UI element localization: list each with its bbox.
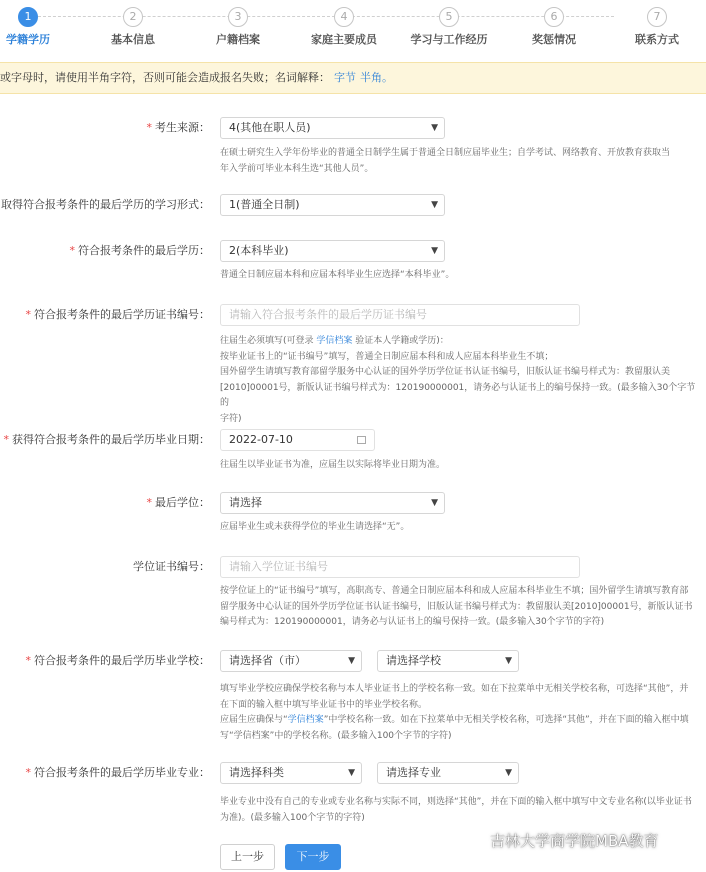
chevron-down-icon: ▼ [348,768,355,778]
field-hint [220,584,700,631]
field-label-text: 最后学位： [155,496,210,509]
step-2[interactable] [83,5,183,47]
xuexin-link[interactable]: 学信档案 [316,336,353,346]
field-label [4,429,211,451]
select-value: 4(其他在职人员) [229,121,311,134]
step-number: 2 [123,7,143,27]
step-label: 基本信息 [111,33,155,46]
select-value: 请选择学校 [386,654,441,667]
field-label [70,240,211,262]
category-select[interactable] [220,762,362,784]
final-degree-select[interactable] [220,492,445,514]
step-number: 3 [228,7,248,27]
required-mark: * [69,244,75,257]
cert-no-input[interactable]: 请输入符合报考条件的最后学历证书编号 [220,304,580,326]
hint-line: 年入学前可毕业本科生选“其他人员”。 [220,163,374,174]
progress-stepper [0,0,706,50]
xuexin-link[interactable]: 学信档案 [287,715,324,725]
chevron-down-icon: ▼ [505,768,512,778]
hint-line [220,713,700,729]
field-label-text: 学位证书编号： [133,560,210,573]
step-1[interactable] [0,5,78,47]
major-select[interactable] [377,762,519,784]
step-label: 奖惩情况 [532,33,576,46]
required-mark: * [146,496,152,509]
last-degree-select[interactable] [220,240,445,262]
step-number: 6 [544,7,564,27]
school-select[interactable] [377,650,519,672]
field-label-text: 取得符合报考条件的最后学历的学习形式： [1,198,210,211]
required-mark: * [25,654,31,667]
field-label-text: 符合报考条件的最后学历： [78,244,210,257]
step-4[interactable] [294,5,394,47]
field-hint [220,334,700,427]
chevron-down-icon: ▼ [505,656,512,666]
prev-step-button[interactable]: 上一步 [220,844,275,870]
chevron-down-icon: ▼ [348,656,355,666]
hint-line: 毕业专业中没有自己的专业或专业名称与实际不同，则选择“其他”，并在下面的输入框中填写中文专业名称(以毕业证书 [220,797,692,807]
hint-line: 按毕业证书上的“证书编号”填写，普通全日制应届本科和成人应届本科毕业生不填； [220,351,554,362]
hint-line: 往届生以毕业证书为准，应届生以实际将毕业日期为准。 [220,460,446,470]
hint-text: 应届生应确保与“ [220,715,288,725]
select-value: 请选择专业 [386,766,441,779]
step-5[interactable] [399,5,499,47]
notice-link-halfwidth[interactable]: 半角。 [360,71,393,84]
field-label-text: 符合报考条件的最后学历证书编号： [34,308,210,321]
wechat-icon [460,833,484,851]
select-value: 请选择科类 [229,766,284,779]
hint-line: 国外留学生请填写教育部留学服务中心认证的国外学历学位证书认证书编号，旧版认证书编号样式为：教留服认美 [220,367,671,377]
hint-line: 应届毕业生或未获得学位的毕业生请选择“无”。 [220,522,410,532]
date-value: 2022-07-10 [229,433,293,446]
notice-link-byte[interactable]: 字节 [334,71,356,84]
degree-cert-input[interactable]: 请输入学位证书编号 [220,556,580,578]
field-label-text: 符合报考条件的最后学历毕业专业： [34,766,210,779]
field-label [147,117,211,139]
step-number: 7 [647,7,667,27]
select-value: 请选择省（市） [229,654,306,667]
notice-banner [0,62,706,94]
study-form-select[interactable] [220,194,445,216]
field-label [26,762,211,784]
hint-line: 写“学信档案”中的学校名称。(最多输入100个字节的字符) [220,730,452,741]
field-label [26,304,211,326]
select-value: 2(本科毕业) [229,244,289,257]
step-6[interactable] [504,5,604,47]
required-mark: * [25,766,31,779]
hint-text: 往届生必须填写(可登录 [220,336,314,346]
step-number: 4 [334,7,354,27]
chevron-down-icon: ▼ [431,246,438,256]
required-mark: * [3,433,9,446]
hint-line: 为准)。(最多输入100个字节的字符) [220,812,365,823]
hint-line: 编号样式为：120190000001，请务必与认证书上的编号保持一致。(最多输入30个字节的字符) [220,617,605,627]
field-label [26,650,211,672]
hint-line: 在硕士研究生入学年份毕业的普通全日制学生属于普通全日制应届毕业生；自学考试、网络教育、开放教育获取当 [220,148,671,158]
step-number: 1 [18,7,38,27]
hint-line: 填写毕业学校应确保学校名称与本人毕业证书上的学校名称一致。如在下拉菜单中无相关学校名称，可选择“其他”，并 [220,684,689,694]
field-label [0,194,210,216]
required-mark: * [146,121,152,134]
hint-line: 按学位证上的“证书编号”填写，高职高专、普通全日制应届本科和成人应届本科毕业生不填；国外留学生请填写教育部 [220,586,689,596]
step-label: 联系方式 [635,33,679,46]
field-label-text: 获得符合报考条件的最后学历毕业日期： [12,433,210,446]
chevron-down-icon: ▼ [431,123,438,133]
field-hint [220,458,700,474]
field-label-text: 符合报考条件的最后学历毕业学校： [34,654,210,667]
step-label: 学籍学历 [6,33,50,46]
select-value: 请选择 [229,496,262,509]
hint-line: 普通全日制应届本科和应届本科毕业生应选择“本科毕业”。 [220,270,455,280]
field-hint [220,682,700,744]
step-label: 学习与工作经历 [410,33,488,46]
hint-line: 留学服务中心认证的国外学历学位证书认证书编号，旧版认证书编号样式为：教留服认美[2010]00001号，新版认证书 [220,601,693,612]
chevron-down-icon: ▼ [431,498,438,508]
hint-line: 在下面的输入框中填写毕业证书中的毕业学校名称。 [220,699,428,710]
step-label: 家庭主要成员 [311,33,377,46]
source-select[interactable] [220,117,445,139]
field-hint [220,520,700,536]
field-hint [220,268,700,284]
hint-line [220,334,700,350]
step-label: 户籍档案 [216,33,260,46]
select-value: 1(普通全日制) [229,198,300,211]
grad-date-picker[interactable] [220,429,375,451]
field-label-text: 考生来源： [155,121,210,134]
field-hint [220,795,700,826]
notice-text: 或字母时，请使用半角字符，否则可能会造成报名失败；名词解释： [0,71,330,84]
step-7[interactable] [607,5,706,47]
required-mark: * [25,308,31,321]
step-3[interactable] [188,5,288,47]
hint-text: ”中学校名称一致。如在下拉菜单中无相关学校名称，可选择“其他”，并在下面的输入框中填 [323,715,689,725]
hint-line: [2010]00001号，新版认证书编号样式为：120190000001，请务必与认证书上的编号保持一致。(最多输入30个字节的 [220,382,696,408]
calendar-icon [356,430,368,450]
hint-text: 验证本人学籍或学历)： [355,336,449,346]
chevron-down-icon: ▼ [431,200,438,210]
field-hint [220,146,700,177]
watermark-text: 吉林大学商学院MBA教育 [490,832,659,850]
next-step-button[interactable]: 下一步 [285,844,341,870]
hint-line: 字符) [220,413,242,424]
watermark [460,828,659,854]
step-number: 5 [439,7,459,27]
field-label [147,492,211,514]
province-select[interactable] [220,650,362,672]
field-label [130,556,210,578]
